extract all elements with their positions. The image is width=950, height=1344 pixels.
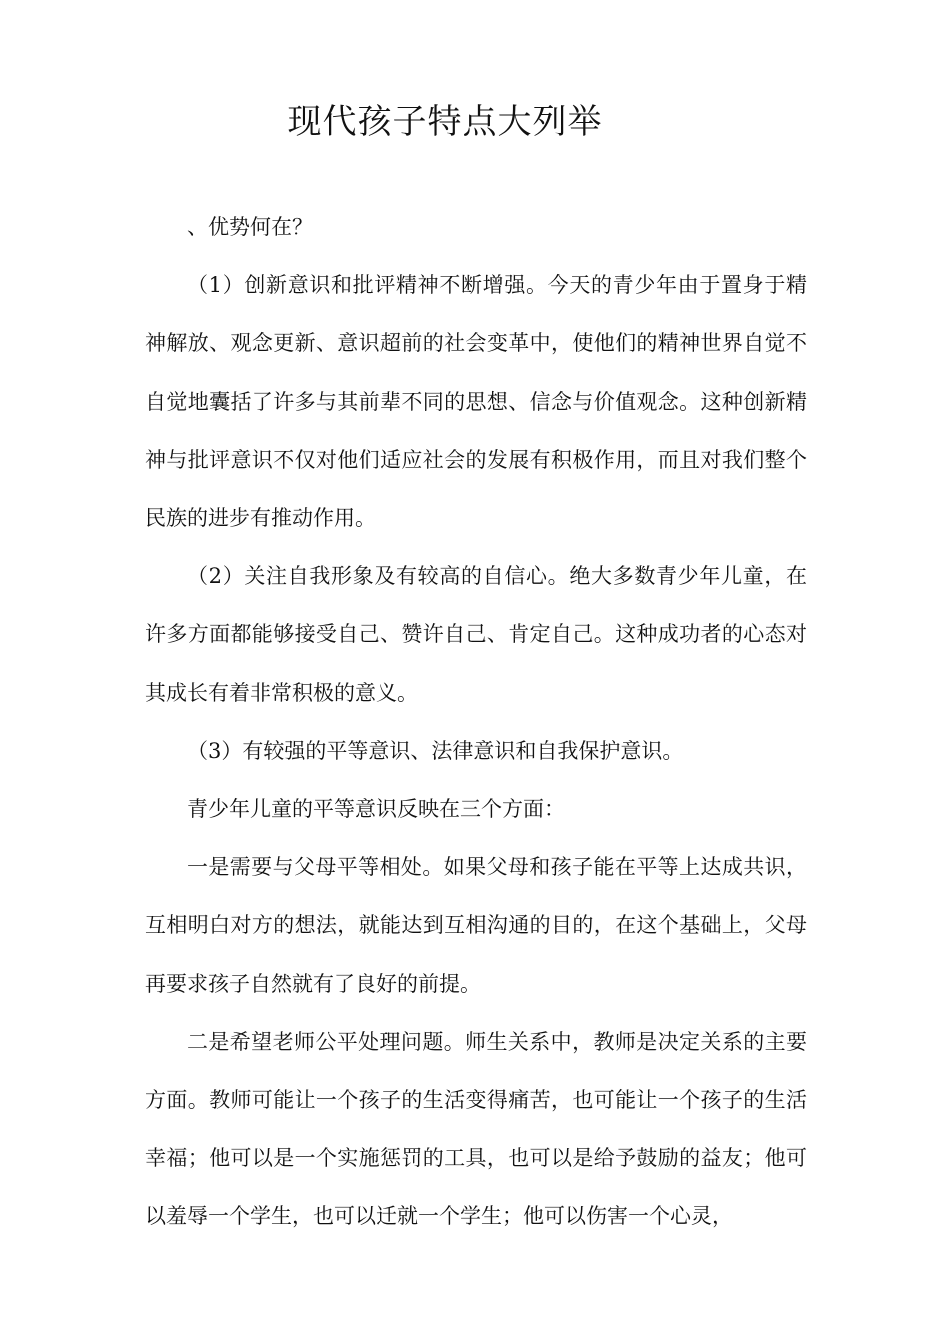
paragraph-advantages-heading: 、优势何在？ bbox=[187, 215, 313, 239]
paragraph-equality-teachers: 二是希望老师公平处理问题。师生关系中，教师是决定关系的主要方面。教师可能让一个孩子的生活变得痛苦，也可能让一个孩子的生活幸福；他可以是一个实施惩罚的工具，也可以是给予鼓励的益友；他可以羞辱一个学生，也可以迁就一个学生；他可以伤害一个心灵， bbox=[145, 1029, 807, 1229]
paragraph-point-2: （2）关注自我形象及有较高的自信心。绝大多数青少年儿童，在许多方面都能够接受自己、赞许自己、肯定自己。这种成功者的心态对其成长有着非常积极的意义。 bbox=[145, 564, 807, 705]
document-body bbox=[145, 198, 807, 1246]
paragraph-point-3: （3）有较强的平等意识、法律意识和自我保护意识。 bbox=[187, 738, 684, 763]
document-title: 现代孩子特点大列举 bbox=[287, 102, 603, 142]
paragraph-equality-parents: 一是需要与父母平等相处。如果父母和孩子能在平等上达成共识，互相明白对方的想法，就能达到互相沟通的目的，在这个基础上，父母再要求孩子自然就有了良好的前提。 bbox=[145, 855, 807, 996]
paragraph-equality-intro: 青少年儿童的平等意识反映在三个方面： bbox=[187, 797, 565, 822]
paragraph-point-1: （1）创新意识和批评精神不断增强。今天的青少年由于置身于精神解放、观念更新、意识超前的社会变革中，使他们的精神世界自觉不自觉地囊括了许多与其前辈不同的思想、信念与价值观念。这种创新精神与批评意识不仅对他们适应社会的发展有积极作用，而且对我们整个民族的进步有推动作用。 bbox=[145, 273, 807, 531]
